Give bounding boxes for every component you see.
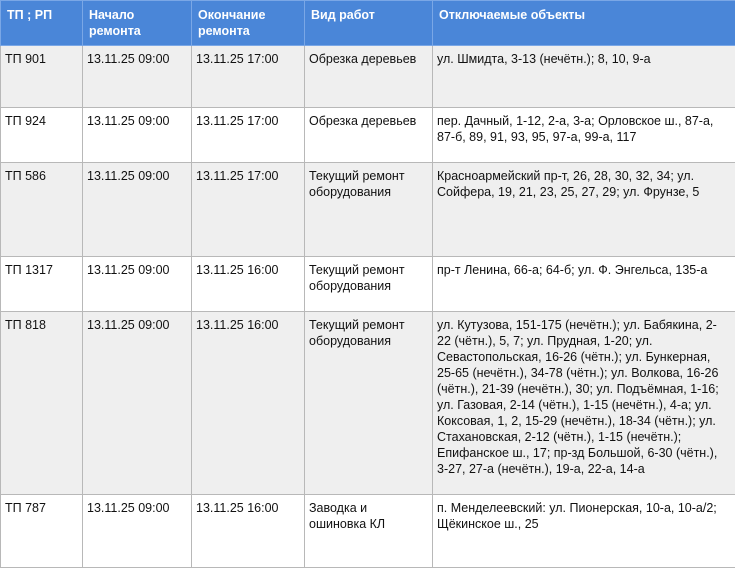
cell-tp: ТП 787	[1, 495, 83, 568]
cell-start: 13.11.25 09:00	[83, 495, 192, 568]
column-header-work: Вид работ	[305, 1, 433, 46]
column-header-end: Окончание ремонта	[192, 1, 305, 46]
table-row	[1, 46, 735, 108]
column-header-start: Начало ремонта	[83, 1, 192, 46]
cell-start: 13.11.25 09:00	[83, 312, 192, 495]
cell-end: 13.11.25 16:00	[192, 257, 305, 312]
table-header-row	[1, 1, 735, 46]
cell-end: 13.11.25 17:00	[192, 108, 305, 163]
cell-work: Обрезка деревьев	[305, 108, 433, 163]
column-header-tp: ТП ; РП	[1, 1, 83, 46]
cell-tp: ТП 1317	[1, 257, 83, 312]
cell-objects: пер. Дачный, 1-12, 2-а, 3-а; Орловское ш., 87-а, 87-б, 89, 91, 93, 95, 97-а, 99-а, 117	[433, 108, 735, 163]
cell-end: 13.11.25 16:00	[192, 312, 305, 495]
cell-work: Текущий ремонт оборудования	[305, 257, 433, 312]
table-row	[1, 257, 735, 312]
cell-objects: пр-т Ленина, 66-а; 64-б; ул. Ф. Энгельса, 135-а	[433, 257, 735, 312]
cell-end: 13.11.25 17:00	[192, 46, 305, 108]
table-row	[1, 108, 735, 163]
cell-start: 13.11.25 09:00	[83, 257, 192, 312]
cell-objects: ул. Шмидта, 3-13 (нечётн.); 8, 10, 9-а	[433, 46, 735, 108]
table-row	[1, 312, 735, 495]
cell-start: 13.11.25 09:00	[83, 163, 192, 257]
cell-tp: ТП 818	[1, 312, 83, 495]
cell-end: 13.11.25 16:00	[192, 495, 305, 568]
table-row	[1, 495, 735, 568]
cell-start: 13.11.25 09:00	[83, 108, 192, 163]
cell-objects: ул. Кутузова, 151-175 (нечётн.); ул. Бабякина, 2-22 (чётн.), 5, 7; ул. Прудная, 1-20; ул. Севастопольская, 16-26 (чётн.); ул. Бункерная, 25-65 (нечётн.), 34-78 (чётн.); ул. Волкова, 16-26 (чётн.), 21-39 (нечётн.), 30; ул. Подъёмная, 1-16; ул. Газовая, 2-14 (чётн.), 1-15 (нечётн.), 4-а; ул. Коксовая, 1, 2, 15-29 (нечётн.), 18-34 (чётн.); ул. Стахановская, 2-12 (чётн.), 1-15 (нечётн.); Епифанское ш., 17; пр-зд Большой, 6-30 (чётн.), 3-27, 27-а (нечётн.), 19-а, 22-а, 14-а	[433, 312, 735, 495]
cell-objects: п. Менделеевский: ул. Пионерская, 10-а, 10-а/2; Щёкинское ш., 25	[433, 495, 735, 568]
column-header-objects: Отключаемые объекты	[433, 1, 735, 46]
cell-work: Обрезка деревьев	[305, 46, 433, 108]
cell-work: Текущий ремонт оборудования	[305, 312, 433, 495]
cell-tp: ТП 586	[1, 163, 83, 257]
cell-objects: Красноармейский пр-т, 26, 28, 30, 32, 34; ул. Сойфера, 19, 21, 23, 25, 27, 29; ул. Фрунзе, 5	[433, 163, 735, 257]
cell-tp: ТП 901	[1, 46, 83, 108]
cell-tp: ТП 924	[1, 108, 83, 163]
cell-start: 13.11.25 09:00	[83, 46, 192, 108]
table-row	[1, 163, 735, 257]
cell-work: Текущий ремонт оборудования	[305, 163, 433, 257]
cell-work: Заводка и ошиновка КЛ	[305, 495, 433, 568]
cell-end: 13.11.25 17:00	[192, 163, 305, 257]
